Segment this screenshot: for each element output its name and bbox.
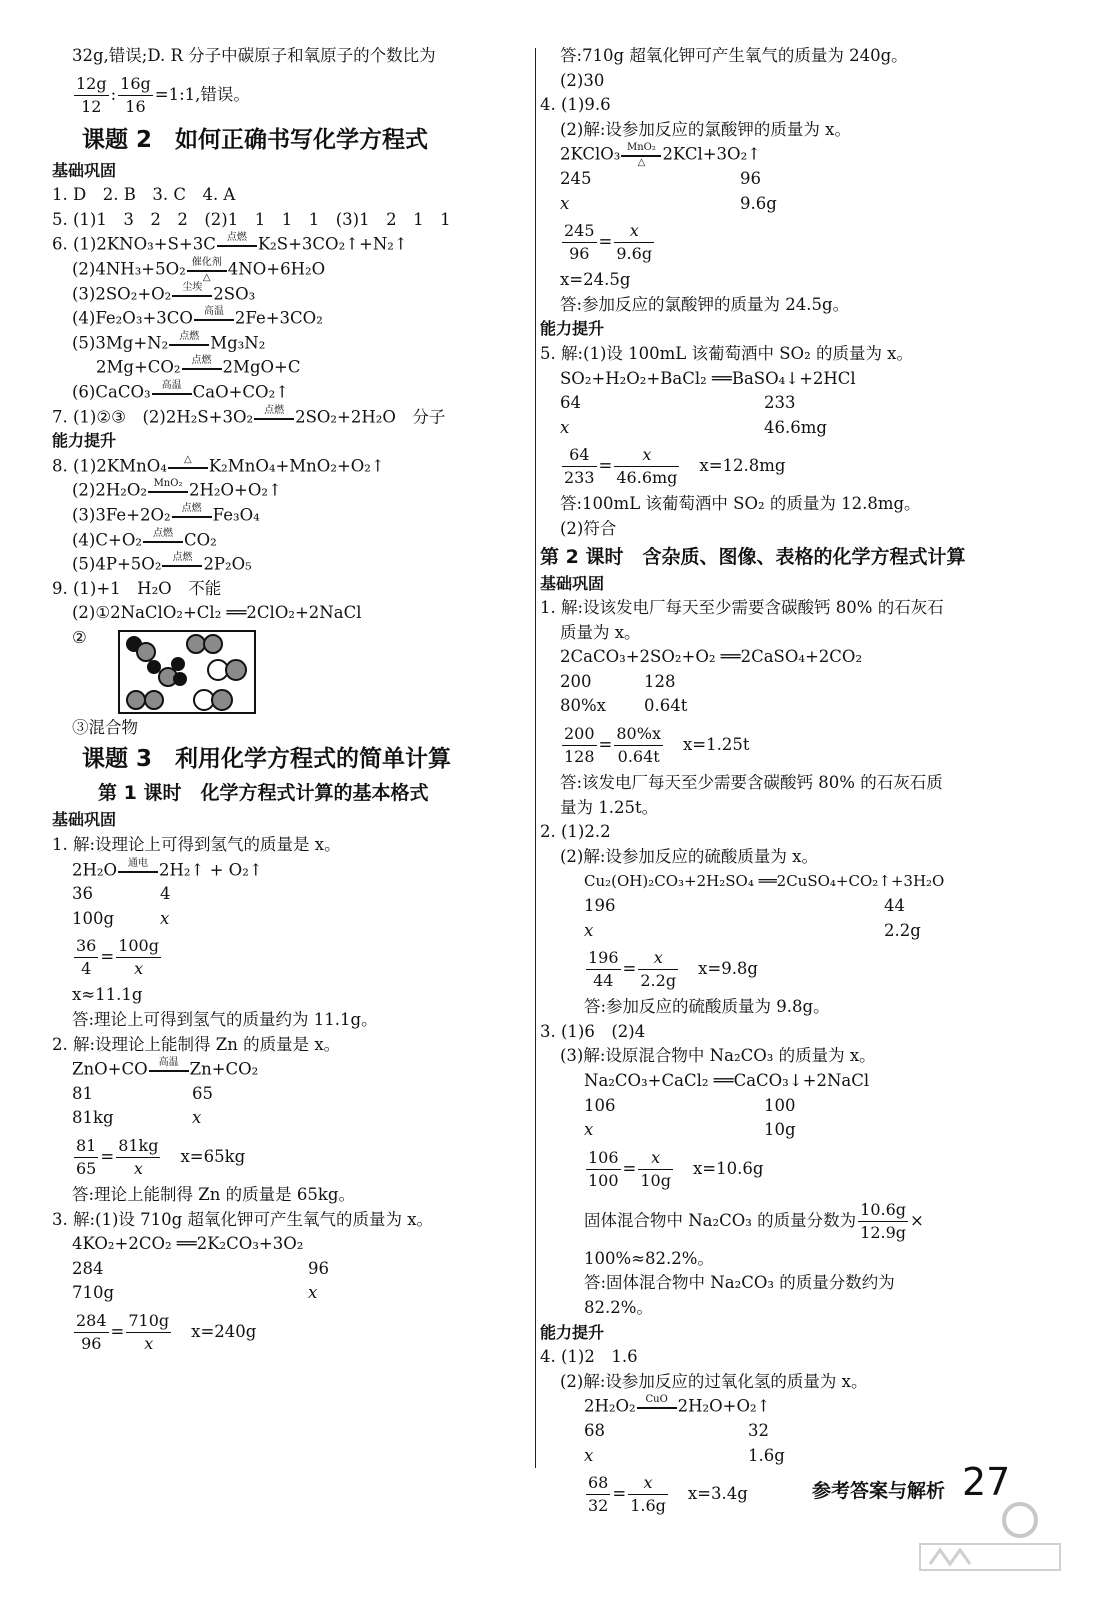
text-line: 81kg x <box>72 1108 202 1128</box>
equation-line: 2H₂O₂ CuO 2H₂O+O₂↑ <box>584 1394 771 1416</box>
text-line: 64 233 <box>560 393 796 413</box>
footer-title: 参考答案与解析 <box>812 1480 946 1502</box>
text-line: 答:710g 超氧化钾可产生氧气的质量为 240g。 <box>560 46 908 65</box>
lesson-heading: 第 2 课时 含杂质、图像、表格的化学方程式计算 <box>540 545 966 568</box>
text-line: 100%≈82.2%。 <box>584 1248 714 1268</box>
fraction-line: $\frac{196}{44}$ = $\frac{x}{2.2g}$ x=9.8g <box>588 948 758 991</box>
equation-line: 2KClO₃ MnO₂ △ 2KCl+3O₂↑ <box>560 142 762 169</box>
text-line: 5. 解:(1)设 100mL 该葡萄酒中 SO₂ 的质量为 x。 <box>540 343 913 363</box>
equation-line: (3)3Fe+2O₂ 点燃 Fe₃O₄ <box>72 502 260 525</box>
text-line: 200 128 <box>560 671 676 691</box>
section-label: 能力提升 <box>540 319 605 339</box>
equation-line: (6)CaCO₃ 高温 CaO+CO₂↑ <box>72 379 290 402</box>
fraction-line: 固体混合物中 Na₂CO₃ 的质量分数为 $\frac{10.6g}{12.9g}$ × <box>584 1199 924 1242</box>
text-line: 答:理论上可得到氢气的质量约为 11.1g。 <box>72 1010 378 1030</box>
equation-line: SO₂+H₂O₂+BaCl₂ ══BaSO₄↓+2HCl <box>560 368 856 388</box>
equation-line: ZnO+CO 高温 Zn+CO₂ <box>72 1057 259 1079</box>
equation-line: (5)4P+5O₂ 点燃 2P₂O₅ <box>72 552 252 574</box>
ratio-line: $\frac{12g}{12}$ : $\frac{16g}{16}$ =1:1,错误。 <box>76 73 250 116</box>
fraction: $\frac{12g}{12}$ <box>76 73 107 116</box>
text-line: 32g,错误;D. R 分子中碳原子和氧原子的个数比为 <box>72 46 436 65</box>
text-line: 2. 解:设理论上能制得 Zn 的质量是 x。 <box>52 1034 341 1054</box>
molecule-box-diagram <box>118 630 256 714</box>
text-line: 量为 1.25t。 <box>560 797 659 817</box>
text-line: x 1.6g <box>584 1445 785 1465</box>
lesson-heading: 第 1 课时 化学方程式计算的基本格式 <box>98 782 429 805</box>
text-line: 245 96 <box>560 168 761 188</box>
fraction-line: $\frac{68}{32}$ = $\frac{x}{1.6g}$ x=3.4g <box>588 1473 748 1516</box>
text-line: 4. (1)9.6 <box>540 95 611 115</box>
text-line: (2)30 <box>560 70 605 90</box>
equation-line: (5)3Mg+N₂ 点燃 Mg₃N₂ <box>72 330 266 353</box>
section-label: 基础巩固 <box>52 160 117 180</box>
text-line: 81 65 <box>72 1083 213 1103</box>
fraction-line: $\frac{245}{96}$ = $\frac{x}{9.6g}$ <box>564 221 653 264</box>
equation-line: (4)Fe₂O₃+3CO 高温 2Fe+3CO₂ <box>72 306 323 328</box>
text-line: x 46.6mg <box>560 417 827 437</box>
fraction-line: $\frac{106}{100}$ = $\frac{x}{10g}$ x=10.6g <box>588 1147 764 1190</box>
section-label: 基础巩固 <box>540 573 605 593</box>
text-line: x 9.6g <box>560 193 777 213</box>
text-line: 36 4 <box>72 884 171 904</box>
text-line: x 10g <box>584 1120 796 1140</box>
mxqe-watermark-logo <box>900 1500 1070 1580</box>
fraction: $\frac{16g}{16}$ <box>120 73 151 116</box>
text-line: 82.2%。 <box>584 1297 653 1317</box>
equation-line: Na₂CO₃+CaCl₂ ══CaCO₃↓+2NaCl <box>584 1071 870 1090</box>
fraction-line: $\frac{200}{128}$ = $\frac{80\%x}{0.64t}$ x=1.25t <box>564 724 750 767</box>
left-column <box>52 44 530 1358</box>
text-line: 答:该发电厂每天至少需要含碳酸钙 80% 的石灰石质 <box>560 773 943 793</box>
fraction-line: $\frac{64}{233}$ = $\frac{x}{46.6mg}$ x=12.8mg <box>564 445 786 488</box>
text-line: 80%x 0.64t <box>560 696 688 716</box>
equation-line: Cu₂(OH)₂CO₃+2H₂SO₄ ══2CuSO₄+CO₂↑+3H₂O <box>584 872 945 891</box>
fraction-line: $\frac{36}{4}$ = $\frac{100g}{x}$ <box>76 936 159 979</box>
item-marker: ② <box>72 627 87 647</box>
text-line: 1. 解:设该发电厂每天至少需要含碳酸钙 80% 的石灰石 <box>540 598 944 618</box>
text-line: (2)符合 <box>560 518 617 538</box>
text-line: 4. (1)2 1.6 <box>540 1347 638 1367</box>
equation-line: (3)2SO₂+O₂ 尘埃 2SO₃ <box>72 281 256 304</box>
text-line: 196 44 <box>584 896 905 916</box>
text-line: 3. (1)6 (2)4 <box>540 1021 646 1041</box>
text-line: 1. 解:设理论上可得到氢气的质量是 x。 <box>52 835 341 855</box>
equation-line: 8. (1)2KMnO₄ △ K₂MnO₄+MnO₂+O₂↑ <box>52 453 385 476</box>
text-line: 答:理论上能制得 Zn 的质量是 65kg。 <box>72 1185 355 1204</box>
fraction-line: $\frac{284}{96}$ = $\frac{710g}{x}$ x=240g <box>76 1310 257 1353</box>
text-line: 100g x <box>72 908 170 928</box>
text-line: 5. (1)1 3 2 2 (2)1 1 1 1 (3)1 2 1 1 <box>52 209 451 229</box>
text-line: 3. 解:(1)设 710g 超氧化钾可产生氧气的质量为 x。 <box>52 1209 434 1229</box>
text-line: 答:100mL 该葡萄酒中 SO₂ 的质量为 12.8mg。 <box>560 494 921 514</box>
text-line: 1. D 2. B 3. C 4. A <box>52 185 236 205</box>
text-line: 答:参加反应的氯酸钾的质量为 24.5g。 <box>560 294 850 314</box>
text-line: ③混合物 <box>72 717 138 737</box>
equation-line: (2)4NH₃+5O₂ 催化剂 △ 4NO+6H₂O <box>72 256 326 283</box>
equation-line: (2)①2NaClO₂+Cl₂ ══2ClO₂+2NaCl <box>72 603 362 623</box>
equation-line: (4)C+O₂ 点燃 CO₂ <box>72 527 217 549</box>
molecule-diagram-row <box>52 626 530 716</box>
equation-line: 2CaCO₃+2SO₂+O₂ ══2CaSO₄+2CO₂ <box>560 647 863 667</box>
section-label: 能力提升 <box>52 431 117 451</box>
right-column <box>540 44 1048 1520</box>
text-line: (2)解:设参加反应的硫酸质量为 x。 <box>560 846 818 866</box>
text-line: 答:参加反应的硫酸质量为 9.8g。 <box>584 997 830 1017</box>
text-line: (3)解:设原混合物中 Na₂CO₃ 的质量为 x。 <box>560 1046 876 1066</box>
text-line: x 2.2g <box>584 920 921 940</box>
text-line: x≈11.1g <box>72 985 143 1005</box>
equation-line: 2H₂O 通电 2H₂↑ + O₂↑ <box>72 857 263 880</box>
text-line: 284 96 <box>72 1258 329 1278</box>
text-line: 106 100 <box>584 1095 796 1115</box>
equation-line: 2Mg+CO₂ 点燃 2MgO+C <box>96 355 301 377</box>
section-label: 基础巩固 <box>52 810 117 830</box>
text-line: x=24.5g <box>560 270 631 290</box>
section-label: 能力提升 <box>540 1322 605 1342</box>
fraction-line: $\frac{81}{65}$ = $\frac{81kg}{x}$ x=65kg <box>76 1136 246 1178</box>
page-number: 27 <box>962 1460 1011 1504</box>
text-line: (2)解:设参加反应的过氧化氢的质量为 x。 <box>560 1371 868 1391</box>
topic-heading: 课题 2 如何正确书写化学方程式 <box>82 126 429 153</box>
text-line: 2. (1)2.2 <box>540 822 611 842</box>
text-line: 9. (1)+1 H₂O 不能 <box>52 578 222 598</box>
text-line: 质量为 x。 <box>560 622 641 642</box>
column-divider <box>535 48 536 1468</box>
equation-line: 4KO₂+2CO₂ ══2K₂CO₃+3O₂ <box>72 1234 304 1254</box>
equation-line: (2)2H₂O₂ MnO₂ 2H₂O+O₂↑ <box>72 478 282 500</box>
equation-line: 7. (1)②③ (2)2H₂S+3O₂ 点燃 2SO₂+2H₂O 分子 <box>52 404 446 427</box>
equation-line: 6. (1)2KNO₃+S+3C 点燃 K₂S+3CO₂↑+N₂↑ <box>52 232 408 254</box>
text-line: 710g x <box>72 1283 318 1303</box>
text-line: 68 32 <box>584 1420 769 1440</box>
topic-heading: 课题 3 利用化学方程式的简单计算 <box>82 746 452 773</box>
text-line: (2)解:设参加反应的氯酸钾的质量为 x。 <box>560 119 851 139</box>
text-line: 答:固体混合物中 Na₂CO₃ 的质量分数约为 <box>584 1273 895 1293</box>
